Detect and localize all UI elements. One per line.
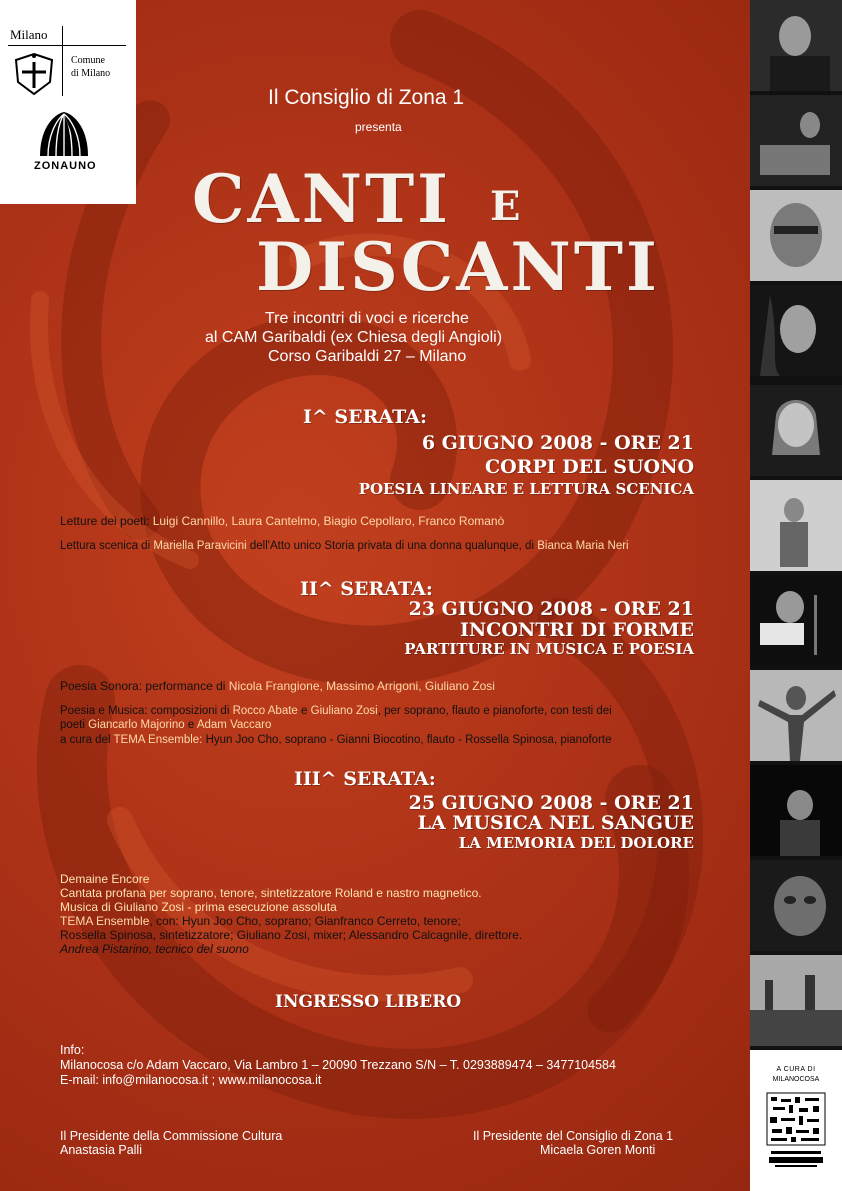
- signature-right-role: Il Presidente del Consiglio di Zona 1: [473, 1129, 674, 1143]
- credit-panel: [750, 1050, 842, 1191]
- title-discanti: DISCANTI: [256, 228, 660, 306]
- serata1-heading: I^ SERATA:: [303, 406, 427, 428]
- milano-label: Milano: [10, 27, 48, 42]
- serata2-p2-c: Rocco Abate: [232, 705, 298, 717]
- serata2-heading: II^ SERATA:: [300, 578, 433, 600]
- photo-1: [750, 0, 842, 91]
- serata2-p2-line2: [60, 719, 271, 731]
- ingresso-libero: INGRESSO LIBERO: [275, 992, 462, 1012]
- info-address: Milanocosa c/o Adam Vaccaro, Via Lambro 1 – 20090 Trezzano S/N – T. 0293889474 – 3477104584: [60, 1058, 616, 1072]
- photo-2: [750, 95, 842, 186]
- logo-divider-horizontal: [8, 45, 126, 46]
- photo-3: [750, 190, 842, 281]
- logo-panel: [0, 0, 136, 204]
- photo-strip: [750, 0, 842, 1050]
- serata2-p2-line3-b: TEMA Ensemble:: [113, 734, 203, 746]
- serata1-poets: Luigi Cannillo, Laura Cantelmo, Biagio Cepollaro, Franco Romanò: [152, 514, 505, 528]
- photo-10: [750, 860, 842, 951]
- presenter-text: Il Consiglio di Zona 1: [268, 86, 465, 109]
- zonauno-dome-icon: [36, 108, 92, 158]
- comune-label: [71, 54, 110, 80]
- zonauno-label: ZONAUNO: [34, 160, 97, 172]
- serata2-p2-d: e: [301, 705, 308, 717]
- serata3-heading: III^ SERATA:: [294, 768, 436, 790]
- serata1-subtitle: POESIA LINEARE E LETTURA SCENICA: [358, 480, 694, 498]
- serata1-title: CORPI DEL SUONO: [485, 456, 694, 478]
- serata2-subtitle: PARTITURE IN MUSICA E POESIA: [404, 640, 694, 658]
- serata2-p2-a: Poesia e Musica: [60, 705, 145, 717]
- serata1-date: 6 GIUGNO 2008 - ORE 21: [421, 432, 694, 454]
- serata3-l4-b: , con: Hyun Joo Cho, soprano; Gianfranco Cerreto, tenore;: [149, 914, 461, 928]
- serata3-l4-a: TEMA Ensemble: [60, 914, 150, 928]
- serata3-l3: Musica di Giuliano Zosi - prima esecuzione assoluta: [60, 900, 337, 914]
- subtitle-line1: Tre incontri di voci e ricerche: [265, 310, 469, 327]
- subtitle-line2: al CAM Garibaldi (ex Chiesa degli Angioli): [205, 329, 503, 346]
- serata1-line2: [60, 540, 629, 552]
- info-label: Info:: [60, 1043, 85, 1057]
- serata1-line2-a: Lettura scenica di: [60, 540, 151, 552]
- serata2-p2: [60, 705, 612, 717]
- title-canti: CANTI: [192, 160, 452, 238]
- logo-divider-vertical: [62, 26, 63, 96]
- serata2-p2-f: , per soprano, flauto e pianoforte, con testi dei: [377, 705, 612, 717]
- serata1-line1: [60, 514, 504, 528]
- serata1-line1-prefix: Letture dei poeti:: [60, 514, 150, 528]
- photo-11: [750, 955, 842, 1046]
- credit-label-acura: A CURA DI: [776, 1066, 816, 1073]
- serata1-line2-c: dell'Atto unico Storia privata di una donna qualunque, di: [249, 540, 535, 552]
- subtitle-line3: Corso Garibaldi 27 – Milano: [268, 348, 467, 365]
- title-e: E: [490, 183, 521, 230]
- serata3-l2: Cantata profana per soprano, tenore, sintetizzatore Roland e nastro magnetico.: [60, 886, 482, 900]
- serata2-p2-e: Giuliano Zosi: [310, 705, 378, 717]
- serata2-p2-line2-a: poeti: [60, 719, 85, 731]
- photo-8: [750, 670, 842, 761]
- serata3-subtitle: LA MEMORIA DEL DOLORE: [458, 834, 694, 852]
- serata2-title: INCONTRI DI FORME: [459, 619, 694, 641]
- comune-line2: di Milano: [71, 68, 111, 79]
- photo-7: [750, 575, 842, 666]
- signature-left-role: Il Presidente della Commissione Cultura: [60, 1129, 283, 1143]
- info-email: E-mail: info@milanocosa.it ; www.milanocosa.it: [60, 1073, 322, 1087]
- serata3-l6: Andrea Pistarino, tecnico del suono: [60, 942, 249, 956]
- serata2-date: 23 GIUGNO 2008 - ORE 21: [408, 598, 694, 620]
- serata3-l1: Demaine Encore: [60, 872, 150, 886]
- serata2-p2-line2-b: Giancarlo Majorino: [88, 719, 185, 731]
- photo-5: [750, 385, 842, 476]
- serata3-l4: [60, 914, 461, 928]
- serata2-p2-line2-c: e: [187, 719, 195, 731]
- serata2-p2-line3-c: Hyun Joo Cho, soprano - Gianni Biocotino, flauto - Rossella Spinosa, pianoforte: [205, 734, 612, 746]
- photo-6: [750, 480, 842, 571]
- serata3-date: 25 GIUGNO 2008 - ORE 21: [408, 792, 694, 814]
- signature-right-name: Micaela Goren Monti: [540, 1143, 656, 1157]
- photo-4: [750, 285, 842, 376]
- credit-label-milanocosa: MILANOCOSA: [772, 1076, 820, 1083]
- signature-left-name: Anastasia Palli: [60, 1143, 142, 1157]
- serata3-title: LA MUSICA NEL SANGUE: [417, 812, 694, 834]
- serata1-line2-b: Mariella Paravicini: [153, 540, 247, 552]
- serata2-p2-b: : composizioni di: [144, 705, 230, 717]
- serata2-p2-line3-a: a cura del: [60, 734, 111, 746]
- serata2-p2-line3: [60, 734, 612, 746]
- serata2-p2-line2-d: Adam Vaccaro: [196, 719, 272, 731]
- serata1-line2-d: Bianca Maria Neri: [537, 540, 629, 552]
- photo-9: [750, 765, 842, 856]
- presenta-text: presenta: [355, 120, 402, 134]
- serata2-p1-a: Poesia Sonora:: [60, 679, 143, 693]
- comune-line1: Comune: [71, 55, 105, 66]
- serata3-l5: Rossella Spinosa, sintetizzatore; Giuliano Zosi, mixer; Alessandro Calcagnile, direttore.: [60, 928, 523, 942]
- comune-crest-icon: [12, 52, 56, 96]
- serata2-p1-c: Nicola Frangione, Massimo Arrigoni, Giuliano Zosi: [228, 679, 495, 693]
- serata2-p1: [60, 679, 495, 693]
- serata2-p1-b: performance di: [145, 679, 226, 693]
- milanocosa-logo-icon: [765, 1091, 827, 1169]
